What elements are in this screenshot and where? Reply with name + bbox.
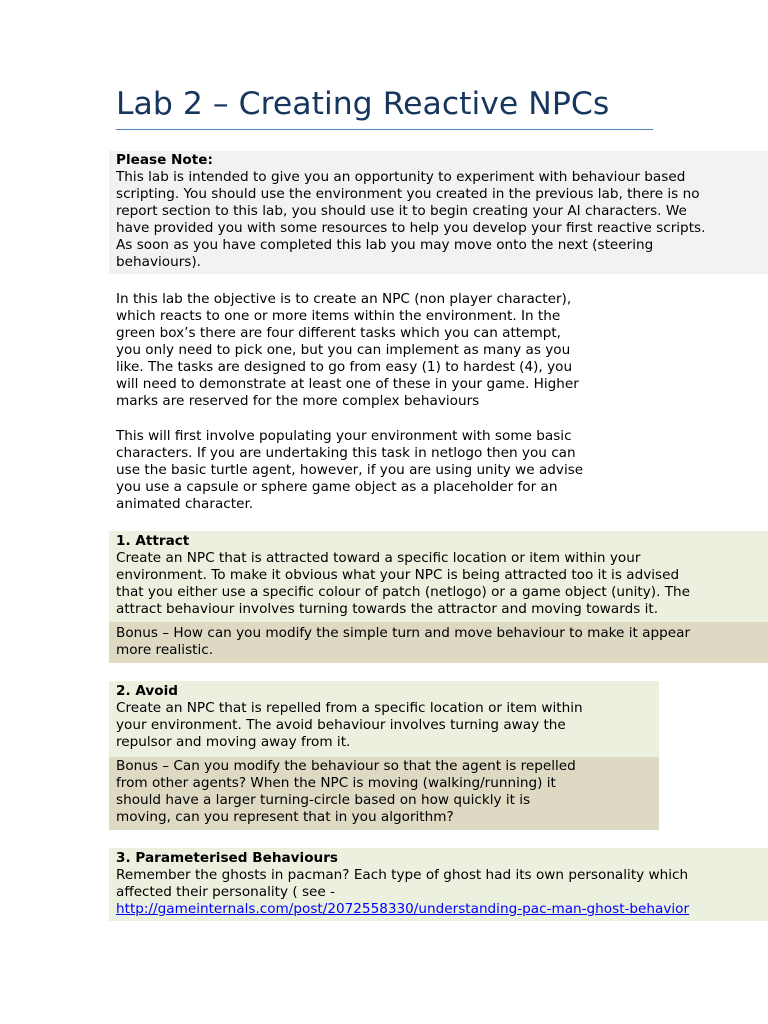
task2-heading: 2. Avoid [116,683,178,699]
page-title: Lab 2 – Creating Reactive NPCs [116,86,610,122]
intro-paragraph [116,291,579,410]
intro2-line: use the basic turtle agent, however, if you are using unity we advise [116,462,584,478]
task1-line: attract behaviour involves turning towards the attractor and moving towards it. [116,601,659,617]
task3-heading: 3. Parameterised Behaviours [116,850,339,866]
note-line: As soon as you have completed this lab you may move onto the next (steering [116,237,654,253]
intro2-line: animated character. [116,496,254,512]
note-line: This lab is intended to give you an opportunity to experiment with behaviour based [116,169,686,185]
intro-line: which reacts to one or more items within the environment. In the [116,308,561,324]
ghost-behavior-link[interactable]: http://gameinternals.com/post/2072558330/understanding-pac-man-ghost-behavior [116,901,690,917]
title-underline [116,129,653,130]
note-box [109,151,768,274]
task2-bonus-line: moving, can you represent that in you algorithm? [116,809,454,825]
task3-box [109,848,768,921]
note-line: report section to this lab, you should use it to begin creating your AI characters. We [116,203,687,219]
task3-line: affected their personality ( see - [116,884,336,900]
intro-line: like. The tasks are designed to go from easy (1) to hardest (4), you [116,359,573,375]
task2-bonus-line: Bonus – Can you modify the behaviour so that the agent is repelled [116,758,576,774]
task1-bonus-line: more realistic. [116,642,214,658]
task1-heading: 1. Attract [116,533,190,549]
task2-bonus-line: should have a larger turning-circle based on how quickly it is [116,792,531,808]
intro-paragraph-2 [116,428,583,513]
intro-line: green box’s there are four different tasks which you can attempt, [116,325,562,341]
task1-line: Create an NPC that is attracted toward a specific location or item within your [116,550,641,566]
task2-box [109,681,659,757]
task2-line: repulsor and moving away from it. [116,734,351,750]
note-heading: Please Note: [116,152,213,168]
task1-line: environment. To make it obvious what your NPC is being attracted too it is advised [116,567,680,583]
task1-box [109,531,768,622]
intro-line: will need to demonstrate at least one of these in your game. Higher [116,376,579,392]
note-line: behaviours). [116,254,201,270]
intro-line: marks are reserved for the more complex behaviours [116,393,480,409]
intro-line: you only need to pick one, but you can implement as many as you [116,342,571,358]
note-line: scripting. You should use the environment you created in the previous lab, there is no [116,186,700,202]
task3-line: Remember the ghosts in pacman? Each type of ghost had its own personality which [116,867,689,883]
task2-line: Create an NPC that is repelled from a specific location or item within [116,700,583,716]
task1-bonus-box [109,622,768,663]
task1-line: that you either use a specific colour of patch (netlogo) or a game object (unity). The [116,584,690,600]
intro2-line: This will first involve populating your environment with some basic [116,428,572,444]
note-line: have provided you with some resources to help you develop your first reactive scripts. [116,220,706,236]
intro2-line: you use a capsule or sphere game object as a placeholder for an [116,479,558,495]
task1-bonus-line: Bonus – How can you modify the simple turn and move behaviour to make it appear [116,625,691,641]
task2-bonus-line: from other agents? When the NPC is moving (walking/running) it [116,775,556,791]
task2-line: your environment. The avoid behaviour involves turning away the [116,717,566,733]
task2-bonus-box [109,757,659,830]
intro-line: In this lab the objective is to create an NPC (non player character), [116,291,572,307]
intro2-line: characters. If you are undertaking this task in netlogo then you can [116,445,576,461]
